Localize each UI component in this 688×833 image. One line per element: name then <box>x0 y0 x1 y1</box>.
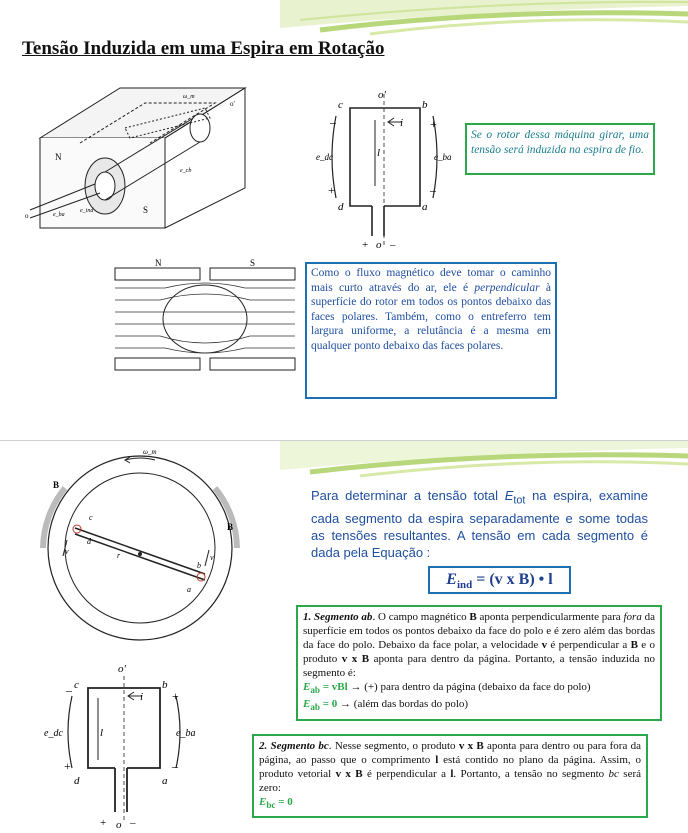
label-l: l <box>100 727 104 739</box>
label-d: d <box>87 537 91 546</box>
label-B: B <box>227 522 234 532</box>
label-N: N <box>55 152 62 162</box>
eq-sub: ind <box>456 579 473 592</box>
equation-eab-1 <box>303 681 348 696</box>
note-rotor: Se o rotor dessa máquina girar, uma tensão será induzida na espira de fio. <box>465 123 655 175</box>
sign-plus: + <box>100 817 107 829</box>
label-o-prime: o' <box>230 100 235 108</box>
label-S: S <box>143 205 149 215</box>
flux-field-figure <box>110 258 300 383</box>
note-flux-text: Como o fluxo magnético deve tomar o caminho mais curto através do ar, ele é <box>311 267 551 294</box>
segment-ab-heading: 1. Segmento ab <box>303 611 373 623</box>
eq-lhs: E <box>303 681 311 693</box>
segment-bc-box <box>252 734 648 818</box>
label-o: o <box>376 239 382 251</box>
sign-plus: + <box>328 183 335 197</box>
label-e-dc: e_dc <box>44 728 63 739</box>
label-a: a <box>422 201 428 213</box>
note-flux-emphasis: perpendicular <box>474 281 540 294</box>
decorative-swoosh-top <box>280 0 688 38</box>
segment-text: . Portanto, a tensão no segmento <box>453 768 609 780</box>
eq-rhs: = (v x B) • l <box>472 571 553 588</box>
eq-rhs: = vBl <box>320 681 348 693</box>
label-l: l <box>377 147 381 159</box>
label-e-ba: e_ba <box>53 212 65 218</box>
symbol-vxB: v x B <box>458 740 484 752</box>
decorative-swoosh-bottom <box>280 440 688 480</box>
symbol-B: B <box>630 639 638 651</box>
equation-ebc <box>259 796 293 811</box>
segment-text: está contido no plano da página. Assim, o produto vetorial <box>259 754 641 780</box>
symbol-subscript: tot <box>513 494 526 507</box>
segment-ab-box <box>296 605 662 721</box>
symbol-B: B <box>469 611 477 623</box>
label-N: N <box>155 258 162 268</box>
segment-text: é perpendicular a <box>547 639 631 651</box>
label-v: v <box>65 547 69 556</box>
label-i: i <box>400 117 404 129</box>
eq-sub: ab <box>310 685 321 696</box>
explanation-paragraph <box>311 487 648 561</box>
label-e-ind: e_ind <box>80 208 94 214</box>
label-v: v <box>210 553 214 562</box>
label-o-prime: o' <box>118 663 126 675</box>
segment-text: aponta para dentro da página. Portanto, a tensão induzida no segmento é: <box>303 653 655 679</box>
symbol-vxB: v x B <box>341 653 370 665</box>
segment-text: da superfície em todos os pontos debaixo da face do polo e é zero além das bordas da face do polo. Debaixo da face polar, a velocidade <box>303 611 655 651</box>
sign-minus: – <box>430 183 436 197</box>
paragraph-text: na espira, examine cada segmento da espira separadamente e some todas as tensões resultantes. A tensão em cada segmento é dada pela Equação : <box>311 488 648 560</box>
label-d: d <box>338 201 344 213</box>
sign-minus: – <box>66 683 72 697</box>
segment-text: é perpendicular a <box>362 768 451 780</box>
label-c: c <box>74 679 79 691</box>
sign-plus: + <box>362 239 369 251</box>
equation-eab-2 <box>303 698 338 713</box>
segment-text: . O campo magnético <box>372 611 470 623</box>
label-b: b <box>197 561 201 570</box>
label-o-prime: o' <box>378 89 386 101</box>
loop-schematic-top <box>310 86 455 254</box>
eq-sub: ab <box>310 702 321 713</box>
eq-rhs: = 0 <box>275 796 293 808</box>
symbol-l: l <box>435 754 439 766</box>
segment-bc-heading: 2. Segmento bc <box>259 740 329 752</box>
slide-separator <box>0 440 688 441</box>
symbol-v: v <box>541 639 548 651</box>
note-flux-text: à superfície do rotor em todos os pontos debaixo das faces polares. Também, como o entreferro tem largura uniforme, a relutância é a mesma em qualquer ponto debaixo das faces polares. <box>311 281 551 352</box>
eq-rhs: = 0 <box>320 698 338 711</box>
label-b: b <box>162 679 168 691</box>
loop-schematic-bottom <box>40 660 210 832</box>
sign-plus: + <box>430 117 437 131</box>
label-omega: ω_m <box>183 94 195 100</box>
sign-plus: + <box>64 759 71 773</box>
symbol-l: l <box>450 768 454 780</box>
label-omega: ω_m <box>143 448 157 456</box>
sign-plus: + <box>172 689 179 703</box>
label-B: B <box>53 480 60 490</box>
label-d: d <box>74 775 80 787</box>
label-e-cb: e_cb <box>180 168 192 174</box>
label-e-dc: e_dc <box>316 152 333 162</box>
label-e-ba: e_ba <box>434 152 452 162</box>
emphasis-fora: fora <box>623 611 642 623</box>
eq-lhs: E <box>446 571 457 588</box>
sign-minus: – <box>130 817 136 829</box>
eq-sub: bc <box>266 800 276 811</box>
rotor-cross-section-figure <box>5 446 275 646</box>
label-S: S <box>250 258 256 268</box>
segment-text: aponta perpendicularmente para <box>476 611 624 623</box>
label-a: a <box>162 775 168 787</box>
induced-voltage-equation <box>428 566 571 594</box>
segment-text: e o produto <box>303 639 656 665</box>
label-o: o <box>25 212 29 220</box>
eq-lhs: E <box>303 698 311 711</box>
eq-note: → (além das bordas do polo) <box>337 698 469 711</box>
sign-minus: – <box>330 115 336 129</box>
label-c: c <box>89 513 93 522</box>
segment-text: . Nesse segmento, o produto <box>328 740 459 752</box>
segment-text: será zero: <box>259 768 641 794</box>
label-e-ba: e_ba <box>176 728 196 739</box>
symbol-vxB: v x B <box>335 768 363 780</box>
machine-perspective-figure <box>25 78 260 250</box>
label-c: c <box>338 99 343 111</box>
label-a: a <box>187 585 191 594</box>
sign-minus: – <box>390 239 396 251</box>
symbol-E: E <box>504 488 514 503</box>
label-i: i <box>140 691 144 703</box>
eq-note: → (+) para dentro da página (debaixo da face do polo) <box>347 681 591 693</box>
sign-minus: – <box>172 759 178 773</box>
segment-text: aponta para dentro ou para fora da página, ao passo que o comprimento <box>259 740 641 766</box>
label-b: b <box>422 99 428 111</box>
symbol-bc: bc <box>608 768 619 780</box>
label-o: o <box>116 819 122 831</box>
label-r: r <box>117 551 121 560</box>
paragraph-text: Para determinar a tensão total <box>311 488 505 503</box>
eq-lhs: E <box>259 796 267 808</box>
page-title: Tensão Induzida em uma Espira em Rotação <box>22 38 385 59</box>
note-flux <box>305 262 557 399</box>
